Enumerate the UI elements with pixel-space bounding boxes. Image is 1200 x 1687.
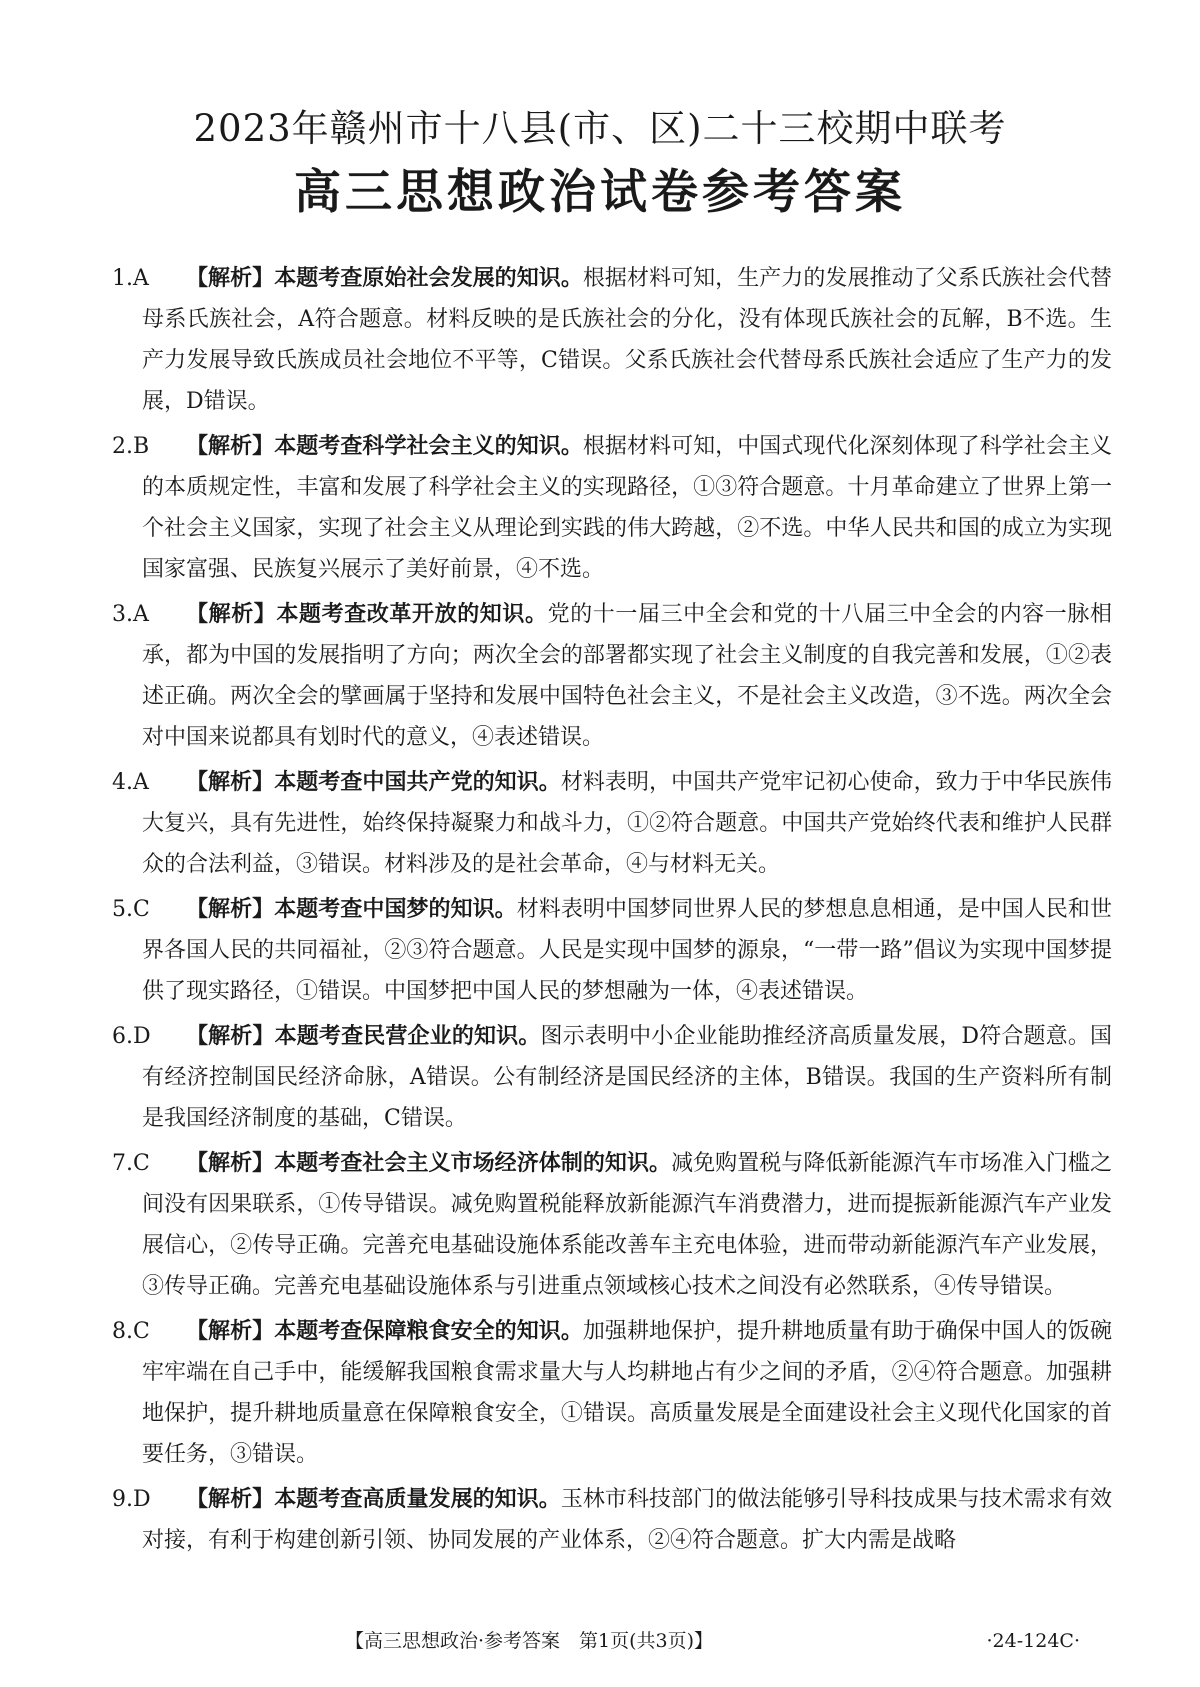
answer-number: 1.A (112, 266, 149, 291)
answer-explanation (142, 1479, 1112, 1561)
answer-item-8 (112, 1311, 1112, 1475)
answer-number: 9.D (112, 1487, 151, 1512)
answer-number: 3.A (112, 602, 149, 627)
answer-number: 8.C (112, 1319, 150, 1344)
answer-text: 材料表明中国梦同世界人民的梦想息息相通，是中国人民和世界各国人民的共同福祉，②③符合题意。人民是实现中国梦的源泉，“一带一路”倡议为实现中国梦提供了现实路径，①错误。中国梦把中国人民的梦想融为一体，④表述错误。 (142, 897, 1112, 1004)
answer-text: 根据材料可知，中国式现代化深刻体现了科学社会主义的本质规定性，丰富和发展了科学社会主义的实现路径，①③符合题意。十月革命建立了世界上第一个社会主义国家，实现了社会主义从理论到实践的伟大跨越，②不选。中华人民共和国的成立为实现国家富强、民族复兴展示了美好前景，④不选。 (142, 434, 1112, 582)
answer-topic: 本题考查高质量发展的知识。 (274, 1487, 561, 1512)
document-title: 高三思想政治试卷参考答案 (294, 165, 906, 220)
answer-topic: 本题考查中国共产党的知识。 (274, 770, 561, 795)
answer-explanation (142, 1016, 1112, 1139)
answer-text: 材料表明，中国共产党牢记初心使命，致力于中华民族伟大复兴，具有先进性，始终保持凝聚力和战斗力，①②符合题意。中国共产党始终代表和维护人民群众的合法利益，③错误。材料涉及的是社会革命，④与材料无关。 (142, 770, 1112, 877)
answer-number: 2.B (112, 434, 150, 459)
answer-number: 5.C (112, 897, 150, 922)
answer-topic: 本题考查科学社会主义的知识。 (274, 434, 583, 459)
answer-topic: 本题考查原始社会发展的知识。 (274, 266, 583, 291)
answer-item-6 (112, 1016, 1112, 1139)
answer-number: 7.C (112, 1151, 150, 1176)
answer-topic: 本题考查民营企业的知识。 (274, 1024, 541, 1049)
analysis-tag: 【解析】 (186, 1024, 275, 1049)
answer-text: 减免购置税与降低新能源汽车市场准入门槛之间没有因果联系，①传导错误。减免购置税能释放新能源汽车消费潜力，进而提振新能源汽车产业发展信心，②传导正确。完善充电基础设施体系能改善车主充电体验，进而带动新能源汽车产业发展，③传导正确。完善充电基础设施体系与引进重点领域核心技术之间没有必然联系，④传导错误。 (142, 1151, 1112, 1299)
answer-explanation (142, 1143, 1112, 1307)
answer-text: 党的十一届三中全会和党的十八届三中全会的内容一脉相承，都为中国的发展指明了方向；两次全会的部署都实现了社会主义制度的自我完善和发展，①②表述正确。两次全会的擘画属于坚持和发展中国特色社会主义，不是社会主义改造，③不选。两次全会对中国来说都具有划时代的意义，④表述错误。 (142, 602, 1112, 750)
answer-explanation (142, 594, 1112, 758)
analysis-tag: 【解析】 (186, 602, 277, 627)
answer-number: 6.D (112, 1024, 151, 1049)
analysis-tag: 【解析】 (186, 434, 275, 459)
footer-page-info: 【高三思想政治·参考答案 第1页(共3页)】 (345, 1630, 714, 1652)
answer-number: 4.A (112, 770, 149, 795)
footer-code: ·24-124C· (986, 1630, 1080, 1652)
answer-topic: 本题考查改革开放的知识。 (276, 602, 548, 627)
answer-text: 根据材料可知，生产力的发展推动了父系氏族社会代替母系氏族社会，A符合题意。材料反映的是氏族社会的分化，没有体现氏族社会的瓦解，B不选。生产力发展导致氏族成员社会地位不平等，C错误。父系氏族社会代替母系氏族社会适应了生产力的发展，D错误。 (142, 266, 1112, 414)
answer-item-1 (112, 258, 1112, 422)
answer-item-4 (112, 762, 1112, 885)
analysis-tag: 【解析】 (186, 897, 275, 922)
answer-text: 玉林市科技部门的做法能够引导科技成果与技术需求有效对接，有利于构建创新引领、协同发展的产业体系，②④符合题意。扩大内需是战略 (142, 1487, 1112, 1553)
answer-text: 图示表明中小企业能助推经济高质量发展，D符合题意。国有经济控制国民经济命脉，A错误。公有制经济是国民经济的主体，B错误。我国的生产资料所有制是我国经济制度的基础，C错误。 (142, 1024, 1112, 1131)
analysis-tag: 【解析】 (186, 770, 275, 795)
answer-explanation (142, 762, 1112, 885)
answer-explanation (142, 258, 1112, 422)
answer-topic: 本题考查中国梦的知识。 (274, 897, 517, 922)
answer-explanation (142, 426, 1112, 590)
analysis-tag: 【解析】 (186, 266, 275, 291)
answer-item-2 (112, 426, 1112, 590)
answer-topic: 本题考查社会主义市场经济体制的知识。 (274, 1151, 672, 1176)
analysis-tag: 【解析】 (186, 1319, 275, 1344)
page-footer (0, 1626, 1200, 1656)
answer-topic: 本题考查保障粮食安全的知识。 (274, 1319, 583, 1344)
answer-text: 加强耕地保护，提升耕地质量有助于确保中国人的饭碗牢牢端在自己手中，能缓解我国粮食需求量大与人均耕地占有少之间的矛盾，②④符合题意。加强耕地保护，提升耕地质量意在保障粮食安全，①错误。高质量发展是全面建设社会主义现代化国家的首要任务，③错误。 (142, 1319, 1112, 1467)
exam-title: 2023年赣州市十八县(市、区)二十三校期中联考 (193, 107, 1007, 150)
answer-item-7 (112, 1143, 1112, 1307)
answer-item-9 (112, 1479, 1112, 1561)
answer-explanation (142, 1311, 1112, 1475)
analysis-tag: 【解析】 (186, 1487, 275, 1512)
answer-explanation (142, 889, 1112, 1012)
answer-item-3 (112, 594, 1112, 758)
answer-item-5 (112, 889, 1112, 1012)
answer-list (112, 258, 1112, 1565)
analysis-tag: 【解析】 (186, 1151, 275, 1176)
